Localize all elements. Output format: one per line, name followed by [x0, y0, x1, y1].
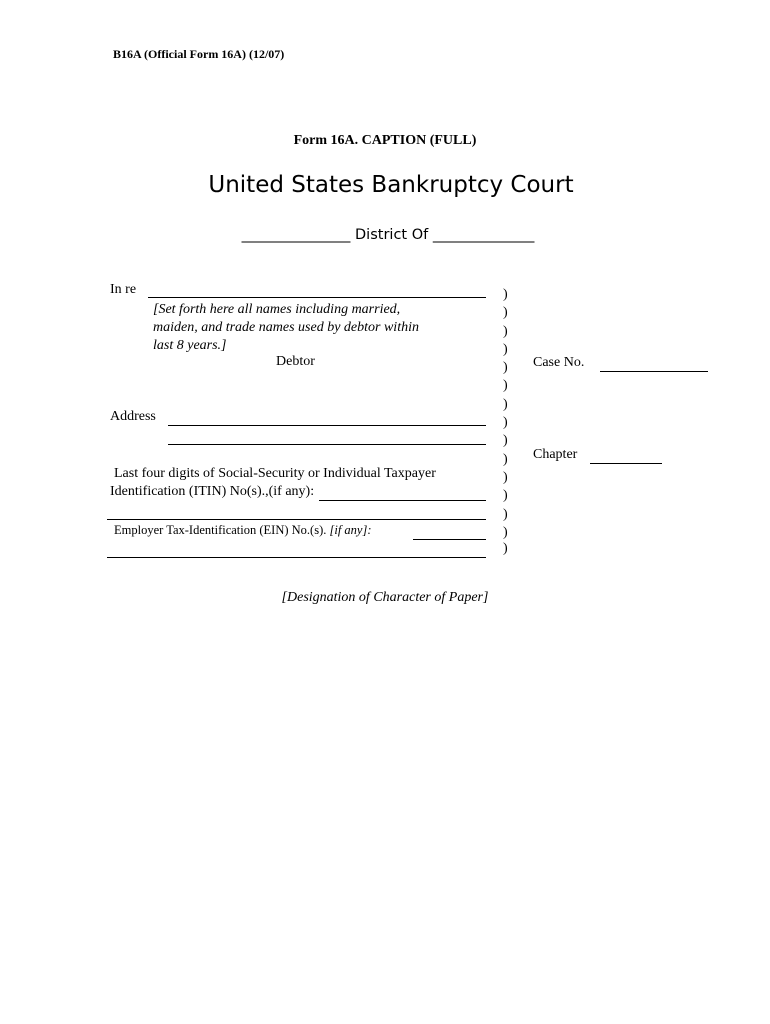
- paren: ): [503, 323, 508, 339]
- debtor-label: Debtor: [276, 354, 315, 369]
- itin-label-line2: Identification (ITIN) No(s).,(if any):: [110, 484, 315, 499]
- ein-input-line[interactable]: [413, 539, 486, 540]
- case-no-label: Case No.: [533, 355, 585, 370]
- paren: ): [503, 506, 508, 522]
- instruction-line: [Set forth here all names including married,: [153, 302, 401, 317]
- address-label: Address: [110, 409, 156, 424]
- paren-column: [503, 286, 508, 542]
- paren: ): [503, 415, 508, 431]
- debtor-name-line[interactable]: [148, 297, 486, 298]
- in-re-label: In re: [110, 282, 137, 297]
- district-line: [0, 227, 770, 243]
- address-line-1[interactable]: [168, 425, 486, 426]
- district-right-blank[interactable]: ______________: [432, 227, 535, 243]
- itin-input-line[interactable]: [319, 500, 486, 501]
- paren: ): [503, 360, 508, 376]
- ein-label-row: [114, 523, 372, 538]
- designation-of-paper: [Designation of Character of Paper]: [281, 590, 489, 605]
- district-label: District Of: [355, 227, 429, 243]
- instruction-line: maiden, and trade names used by debtor within: [153, 320, 419, 335]
- form-id-header: B16A (Official Form 16A) (12/07): [113, 47, 285, 61]
- divider-line: [107, 519, 486, 520]
- itin-label-line1: Last four digits of Social-Security or Individual Taxpayer: [114, 466, 436, 481]
- district-left-blank[interactable]: _______________: [241, 227, 351, 243]
- case-no-input-line[interactable]: [600, 371, 708, 372]
- paren: ): [503, 341, 508, 357]
- paren: ): [503, 396, 508, 412]
- paren-last: ): [503, 541, 508, 556]
- form-title: Form 16A. CAPTION (FULL): [293, 133, 477, 148]
- paren: ): [503, 305, 508, 321]
- paren: ): [503, 433, 508, 449]
- paren: ): [503, 524, 508, 540]
- paren: ): [503, 378, 508, 394]
- paren: ): [503, 287, 508, 302]
- chapter-input-line[interactable]: [590, 463, 662, 464]
- chapter-label: Chapter: [533, 447, 578, 462]
- ein-label: Employer Tax-Identification (EIN) No.(s).: [114, 523, 327, 537]
- instruction-line: last 8 years.]: [153, 338, 227, 353]
- paren: ): [503, 488, 508, 504]
- court-name: United States Bankruptcy Court: [208, 172, 574, 198]
- ein-qualifier: [if any]:: [329, 523, 372, 537]
- address-line-2[interactable]: [168, 444, 486, 445]
- bottom-line: [107, 557, 486, 558]
- in-re-instructions: [153, 301, 419, 355]
- paren: ): [503, 451, 508, 467]
- paren: ): [503, 469, 508, 485]
